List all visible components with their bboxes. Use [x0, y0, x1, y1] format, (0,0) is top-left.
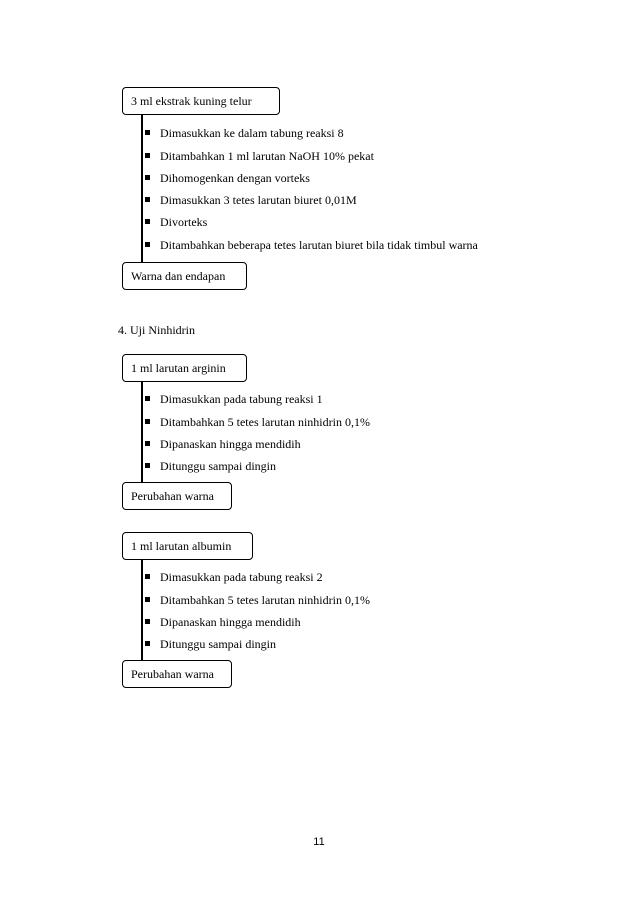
bullet-icon	[145, 396, 150, 401]
flow1-step-3: Dihomogenkan dengan vorteks	[160, 171, 310, 185]
bullet-icon	[145, 574, 150, 579]
bullet-icon	[145, 219, 150, 224]
bullet-icon	[145, 441, 150, 446]
flow2-step-4: Ditunggu sampai dingin	[160, 459, 276, 473]
flow3-step-1: Dimasukkan pada tabung reaksi 2	[160, 570, 323, 584]
flow1-connector	[141, 115, 143, 265]
bullet-icon	[145, 463, 150, 468]
bullet-icon	[145, 153, 150, 158]
flow2-start-box: 1 ml larutan arginin	[122, 354, 247, 382]
flow2-step-3: Dipanaskan hingga mendidih	[160, 437, 301, 451]
bullet-icon	[145, 419, 150, 424]
page-number: 11	[313, 836, 325, 848]
bullet-icon	[145, 597, 150, 602]
flow3-step-2: Ditambahkan 5 tetes larutan ninhidrin 0,1%	[160, 593, 370, 607]
flow1-step-5: Divorteks	[160, 215, 208, 229]
flow2-connector	[141, 380, 143, 485]
flow3-end-box: Perubahan warna	[122, 660, 232, 688]
flow1-end-box: Warna dan endapan	[122, 262, 247, 290]
flow3-step-4: Ditunggu sampai dingin	[160, 637, 276, 651]
bullet-icon	[145, 197, 150, 202]
bullet-icon	[145, 130, 150, 135]
flow1-step-1: Dimasukkan ke dalam tabung reaksi 8	[160, 126, 344, 140]
flow2-end-box: Perubahan warna	[122, 482, 232, 510]
flow2-step-1: Dimasukkan pada tabung reaksi 1	[160, 392, 323, 406]
flow1-step-2: Ditambahkan 1 ml larutan NaOH 10% pekat	[160, 149, 374, 163]
flow3-connector	[141, 558, 143, 663]
section-heading: 4. Uji Ninhidrin	[118, 323, 195, 337]
flow2-step-2: Ditambahkan 5 tetes larutan ninhidrin 0,1%	[160, 415, 370, 429]
flow3-start-box: 1 ml larutan albumin	[122, 532, 253, 560]
flow1-step-4: Dimasukkan 3 tetes larutan biuret 0,01M	[160, 193, 357, 207]
bullet-icon	[145, 242, 150, 247]
bullet-icon	[145, 619, 150, 624]
flow1-step-6: Ditambahkan beberapa tetes larutan biuret bila tidak timbul warna	[160, 238, 478, 252]
flow1-start-box: 3 ml ekstrak kuning telur	[122, 87, 280, 115]
flow3-step-3: Dipanaskan hingga mendidih	[160, 615, 301, 629]
bullet-icon	[145, 641, 150, 646]
bullet-icon	[145, 175, 150, 180]
